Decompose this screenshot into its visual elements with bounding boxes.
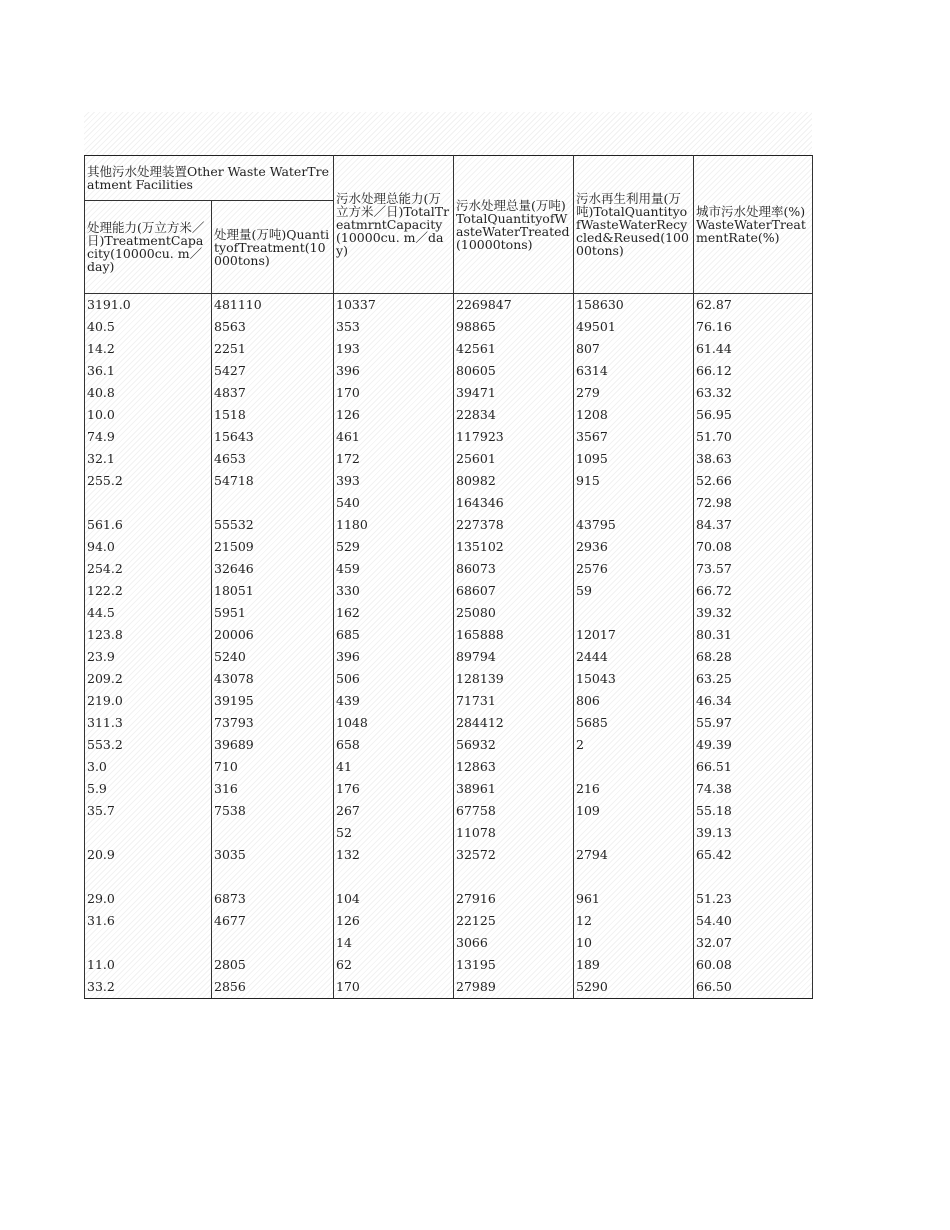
cell-total-treated: 3066 — [454, 932, 574, 954]
cell-quantity: 20006 — [212, 624, 334, 646]
cell-recycled — [574, 756, 694, 778]
cell-total-treated: 22125 — [454, 910, 574, 932]
cell-total-capacity: 439 — [334, 690, 454, 712]
cell-rate: 52.66 — [694, 470, 813, 492]
table-row — [85, 338, 813, 360]
cell-rate: 56.95 — [694, 404, 813, 426]
cell-total-treated: 80982 — [454, 470, 574, 492]
cell-recycled: 2936 — [574, 536, 694, 558]
cell-total-treated: 11078 — [454, 822, 574, 844]
cell-capacity — [85, 932, 212, 954]
table-row — [85, 646, 813, 668]
cell-total-capacity: 396 — [334, 646, 454, 668]
cell-quantity — [212, 932, 334, 954]
cell-capacity: 40.5 — [85, 316, 212, 338]
cell-total-treated — [454, 866, 574, 888]
cell-rate — [694, 866, 813, 888]
cell-total-treated: 56932 — [454, 734, 574, 756]
cell-recycled: 158630 — [574, 294, 694, 317]
cell-total-capacity: 126 — [334, 910, 454, 932]
header-treatment-rate: 城市污水处理率(%)WasteWaterTreatmentRate(%) — [694, 156, 813, 294]
cell-total-treated: 165888 — [454, 624, 574, 646]
cell-recycled: 915 — [574, 470, 694, 492]
cell-total-treated: 38961 — [454, 778, 574, 800]
table-row — [85, 778, 813, 800]
cell-rate: 62.87 — [694, 294, 813, 317]
cell-quantity: 73793 — [212, 712, 334, 734]
cell-quantity: 710 — [212, 756, 334, 778]
table-row — [85, 294, 813, 317]
table-row — [85, 492, 813, 514]
cell-total-treated: 98865 — [454, 316, 574, 338]
cell-total-treated: 32572 — [454, 844, 574, 866]
cell-rate: 65.42 — [694, 844, 813, 866]
cell-rate: 84.37 — [694, 514, 813, 536]
cell-recycled: 5290 — [574, 976, 694, 999]
cell-recycled: 807 — [574, 338, 694, 360]
cell-capacity — [85, 866, 212, 888]
cell-total-capacity: 193 — [334, 338, 454, 360]
table-row — [85, 910, 813, 932]
cell-recycled: 43795 — [574, 514, 694, 536]
cell-quantity: 4653 — [212, 448, 334, 470]
table-row — [85, 690, 813, 712]
cell-capacity: 35.7 — [85, 800, 212, 822]
header-recycled: 污水再生利用量(万吨)TotalQuantityofWasteWaterRecycled&Reused(10000tons) — [574, 156, 694, 294]
cell-total-capacity: 393 — [334, 470, 454, 492]
cell-rate: 63.25 — [694, 668, 813, 690]
cell-capacity: 5.9 — [85, 778, 212, 800]
cell-rate: 60.08 — [694, 954, 813, 976]
cell-total-treated: 135102 — [454, 536, 574, 558]
cell-capacity: 31.6 — [85, 910, 212, 932]
cell-quantity: 2251 — [212, 338, 334, 360]
cell-total-capacity: 52 — [334, 822, 454, 844]
cell-recycled — [574, 492, 694, 514]
cell-rate: 70.08 — [694, 536, 813, 558]
cell-total-treated: 42561 — [454, 338, 574, 360]
cell-capacity: 20.9 — [85, 844, 212, 866]
cell-capacity: 219.0 — [85, 690, 212, 712]
cell-total-capacity: 176 — [334, 778, 454, 800]
cell-total-treated: 25080 — [454, 602, 574, 624]
cell-capacity: 311.3 — [85, 712, 212, 734]
cell-capacity: 254.2 — [85, 558, 212, 580]
cell-total-capacity: 685 — [334, 624, 454, 646]
table-row — [85, 668, 813, 690]
cell-total-capacity — [334, 866, 454, 888]
cell-total-capacity: 126 — [334, 404, 454, 426]
cell-quantity: 39195 — [212, 690, 334, 712]
cell-total-capacity: 1180 — [334, 514, 454, 536]
cell-quantity: 54718 — [212, 470, 334, 492]
table-row — [85, 756, 813, 778]
cell-quantity: 32646 — [212, 558, 334, 580]
cell-rate: 76.16 — [694, 316, 813, 338]
table-row — [85, 448, 813, 470]
cell-total-treated: 68607 — [454, 580, 574, 602]
header-other-facilities: 其他污水处理装置Other Waste WaterTreatment Facilities — [85, 156, 334, 201]
cell-quantity — [212, 492, 334, 514]
table-row — [85, 888, 813, 910]
table-row — [85, 866, 813, 888]
cell-rate: 66.12 — [694, 360, 813, 382]
cell-total-capacity: 461 — [334, 426, 454, 448]
cell-quantity: 1518 — [212, 404, 334, 426]
table-row — [85, 316, 813, 338]
cell-total-capacity: 506 — [334, 668, 454, 690]
cell-recycled: 2 — [574, 734, 694, 756]
cell-recycled — [574, 602, 694, 624]
cell-total-treated: 39471 — [454, 382, 574, 404]
table-row — [85, 976, 813, 999]
cell-total-capacity: 1048 — [334, 712, 454, 734]
cell-rate: 38.63 — [694, 448, 813, 470]
wastewater-table — [84, 155, 813, 999]
table-row — [85, 426, 813, 448]
cell-total-treated: 27916 — [454, 888, 574, 910]
cell-rate: 55.97 — [694, 712, 813, 734]
table-row — [85, 404, 813, 426]
cell-total-treated: 67758 — [454, 800, 574, 822]
cell-quantity: 55532 — [212, 514, 334, 536]
cell-rate: 46.34 — [694, 690, 813, 712]
cell-total-capacity: 170 — [334, 976, 454, 999]
table-row — [85, 360, 813, 382]
table-row — [85, 932, 813, 954]
cell-recycled: 109 — [574, 800, 694, 822]
table-row — [85, 712, 813, 734]
cell-recycled: 15043 — [574, 668, 694, 690]
cell-rate: 49.39 — [694, 734, 813, 756]
cell-rate: 80.31 — [694, 624, 813, 646]
cell-quantity: 481110 — [212, 294, 334, 317]
cell-capacity: 553.2 — [85, 734, 212, 756]
cell-total-capacity: 353 — [334, 316, 454, 338]
table-body — [85, 294, 813, 999]
table-row — [85, 382, 813, 404]
table-row — [85, 470, 813, 492]
table-row — [85, 800, 813, 822]
cell-rate: 54.40 — [694, 910, 813, 932]
header-capacity: 处理能力(万立方米／日)TreatmentCapacity(10000cu. m／day) — [85, 201, 212, 294]
cell-total-treated: 80605 — [454, 360, 574, 382]
cell-capacity: 122.2 — [85, 580, 212, 602]
cell-total-capacity: 162 — [334, 602, 454, 624]
cell-total-capacity: 170 — [334, 382, 454, 404]
cell-capacity: 36.1 — [85, 360, 212, 382]
table-row — [85, 580, 813, 602]
cell-total-treated: 13195 — [454, 954, 574, 976]
cell-quantity: 43078 — [212, 668, 334, 690]
cell-total-capacity: 540 — [334, 492, 454, 514]
cell-capacity: 3.0 — [85, 756, 212, 778]
cell-quantity: 3035 — [212, 844, 334, 866]
cell-recycled: 1095 — [574, 448, 694, 470]
cell-capacity — [85, 492, 212, 514]
header-quantity: 处理量(万吨)QuantityofTreatment(10000tons) — [212, 201, 334, 294]
cell-total-treated: 71731 — [454, 690, 574, 712]
cell-quantity: 6873 — [212, 888, 334, 910]
cell-total-capacity: 132 — [334, 844, 454, 866]
cell-recycled: 5685 — [574, 712, 694, 734]
cell-total-capacity: 172 — [334, 448, 454, 470]
cell-rate: 66.72 — [694, 580, 813, 602]
cell-total-treated: 86073 — [454, 558, 574, 580]
cell-total-treated: 27989 — [454, 976, 574, 999]
cell-quantity: 4837 — [212, 382, 334, 404]
cell-capacity: 123.8 — [85, 624, 212, 646]
table-row — [85, 514, 813, 536]
cell-capacity: 561.6 — [85, 514, 212, 536]
cell-recycled: 2576 — [574, 558, 694, 580]
cell-capacity: 94.0 — [85, 536, 212, 558]
cell-quantity — [212, 866, 334, 888]
cell-total-capacity: 459 — [334, 558, 454, 580]
cell-quantity — [212, 822, 334, 844]
cell-rate: 63.32 — [694, 382, 813, 404]
table-row — [85, 624, 813, 646]
table-row — [85, 822, 813, 844]
cell-total-treated: 128139 — [454, 668, 574, 690]
cell-rate: 66.50 — [694, 976, 813, 999]
cell-capacity: 23.9 — [85, 646, 212, 668]
cell-recycled: 12 — [574, 910, 694, 932]
cell-rate: 66.51 — [694, 756, 813, 778]
cell-capacity: 40.8 — [85, 382, 212, 404]
cell-recycled: 2444 — [574, 646, 694, 668]
cell-rate: 61.44 — [694, 338, 813, 360]
cell-total-capacity: 330 — [334, 580, 454, 602]
cell-quantity: 316 — [212, 778, 334, 800]
cell-quantity: 18051 — [212, 580, 334, 602]
header-total-treated: 污水处理总量(万吨)TotalQuantityofWasteWaterTreated(10000tons) — [454, 156, 574, 294]
cell-recycled: 2794 — [574, 844, 694, 866]
cell-rate: 39.13 — [694, 822, 813, 844]
cell-capacity: 14.2 — [85, 338, 212, 360]
cell-capacity — [85, 822, 212, 844]
cell-rate: 32.07 — [694, 932, 813, 954]
cell-capacity: 32.1 — [85, 448, 212, 470]
cell-capacity: 29.0 — [85, 888, 212, 910]
cell-total-capacity: 658 — [334, 734, 454, 756]
cell-total-capacity: 396 — [334, 360, 454, 382]
cell-recycled: 12017 — [574, 624, 694, 646]
table-row — [85, 558, 813, 580]
cell-recycled: 961 — [574, 888, 694, 910]
cell-total-capacity: 529 — [334, 536, 454, 558]
cell-total-treated: 12863 — [454, 756, 574, 778]
cell-total-treated: 227378 — [454, 514, 574, 536]
table-row — [85, 734, 813, 756]
table-row — [85, 844, 813, 866]
cell-recycled: 59 — [574, 580, 694, 602]
table-header — [85, 156, 813, 294]
cell-quantity: 4677 — [212, 910, 334, 932]
cell-recycled: 216 — [574, 778, 694, 800]
cell-recycled: 279 — [574, 382, 694, 404]
cell-capacity: 209.2 — [85, 668, 212, 690]
cell-total-treated: 89794 — [454, 646, 574, 668]
cell-recycled: 49501 — [574, 316, 694, 338]
cell-total-capacity: 41 — [334, 756, 454, 778]
cell-rate: 68.28 — [694, 646, 813, 668]
cell-capacity: 3191.0 — [85, 294, 212, 317]
cell-capacity: 10.0 — [85, 404, 212, 426]
cell-capacity: 11.0 — [85, 954, 212, 976]
cell-rate: 74.38 — [694, 778, 813, 800]
cell-total-treated: 22834 — [454, 404, 574, 426]
cell-total-capacity: 14 — [334, 932, 454, 954]
cell-rate: 55.18 — [694, 800, 813, 822]
cell-total-capacity: 267 — [334, 800, 454, 822]
table-row — [85, 954, 813, 976]
cell-total-treated: 25601 — [454, 448, 574, 470]
cell-rate: 51.70 — [694, 426, 813, 448]
cell-capacity: 74.9 — [85, 426, 212, 448]
cell-recycled — [574, 822, 694, 844]
cell-quantity: 8563 — [212, 316, 334, 338]
header-band — [84, 112, 812, 155]
cell-quantity: 39689 — [212, 734, 334, 756]
cell-quantity: 21509 — [212, 536, 334, 558]
cell-recycled: 189 — [574, 954, 694, 976]
cell-quantity: 2805 — [212, 954, 334, 976]
cell-quantity: 7538 — [212, 800, 334, 822]
cell-total-treated: 164346 — [454, 492, 574, 514]
cell-recycled: 3567 — [574, 426, 694, 448]
cell-total-capacity: 62 — [334, 954, 454, 976]
cell-recycled: 806 — [574, 690, 694, 712]
cell-total-treated: 284412 — [454, 712, 574, 734]
cell-total-capacity: 10337 — [334, 294, 454, 317]
cell-quantity: 5240 — [212, 646, 334, 668]
cell-quantity: 15643 — [212, 426, 334, 448]
cell-rate: 73.57 — [694, 558, 813, 580]
cell-capacity: 255.2 — [85, 470, 212, 492]
header-total-capacity: 污水处理总能力(万立方米／日)TotalTreatmrntCapacity(10000cu. m／day) — [334, 156, 454, 294]
cell-rate: 39.32 — [694, 602, 813, 624]
cell-capacity: 33.2 — [85, 976, 212, 999]
cell-rate: 72.98 — [694, 492, 813, 514]
cell-quantity: 2856 — [212, 976, 334, 999]
cell-rate: 51.23 — [694, 888, 813, 910]
cell-quantity: 5951 — [212, 602, 334, 624]
cell-quantity: 5427 — [212, 360, 334, 382]
cell-recycled: 6314 — [574, 360, 694, 382]
cell-total-treated: 117923 — [454, 426, 574, 448]
cell-recycled — [574, 866, 694, 888]
table-row — [85, 536, 813, 558]
cell-capacity: 44.5 — [85, 602, 212, 624]
cell-recycled: 1208 — [574, 404, 694, 426]
table-row — [85, 602, 813, 624]
cell-total-treated: 2269847 — [454, 294, 574, 317]
cell-total-capacity: 104 — [334, 888, 454, 910]
cell-recycled: 10 — [574, 932, 694, 954]
